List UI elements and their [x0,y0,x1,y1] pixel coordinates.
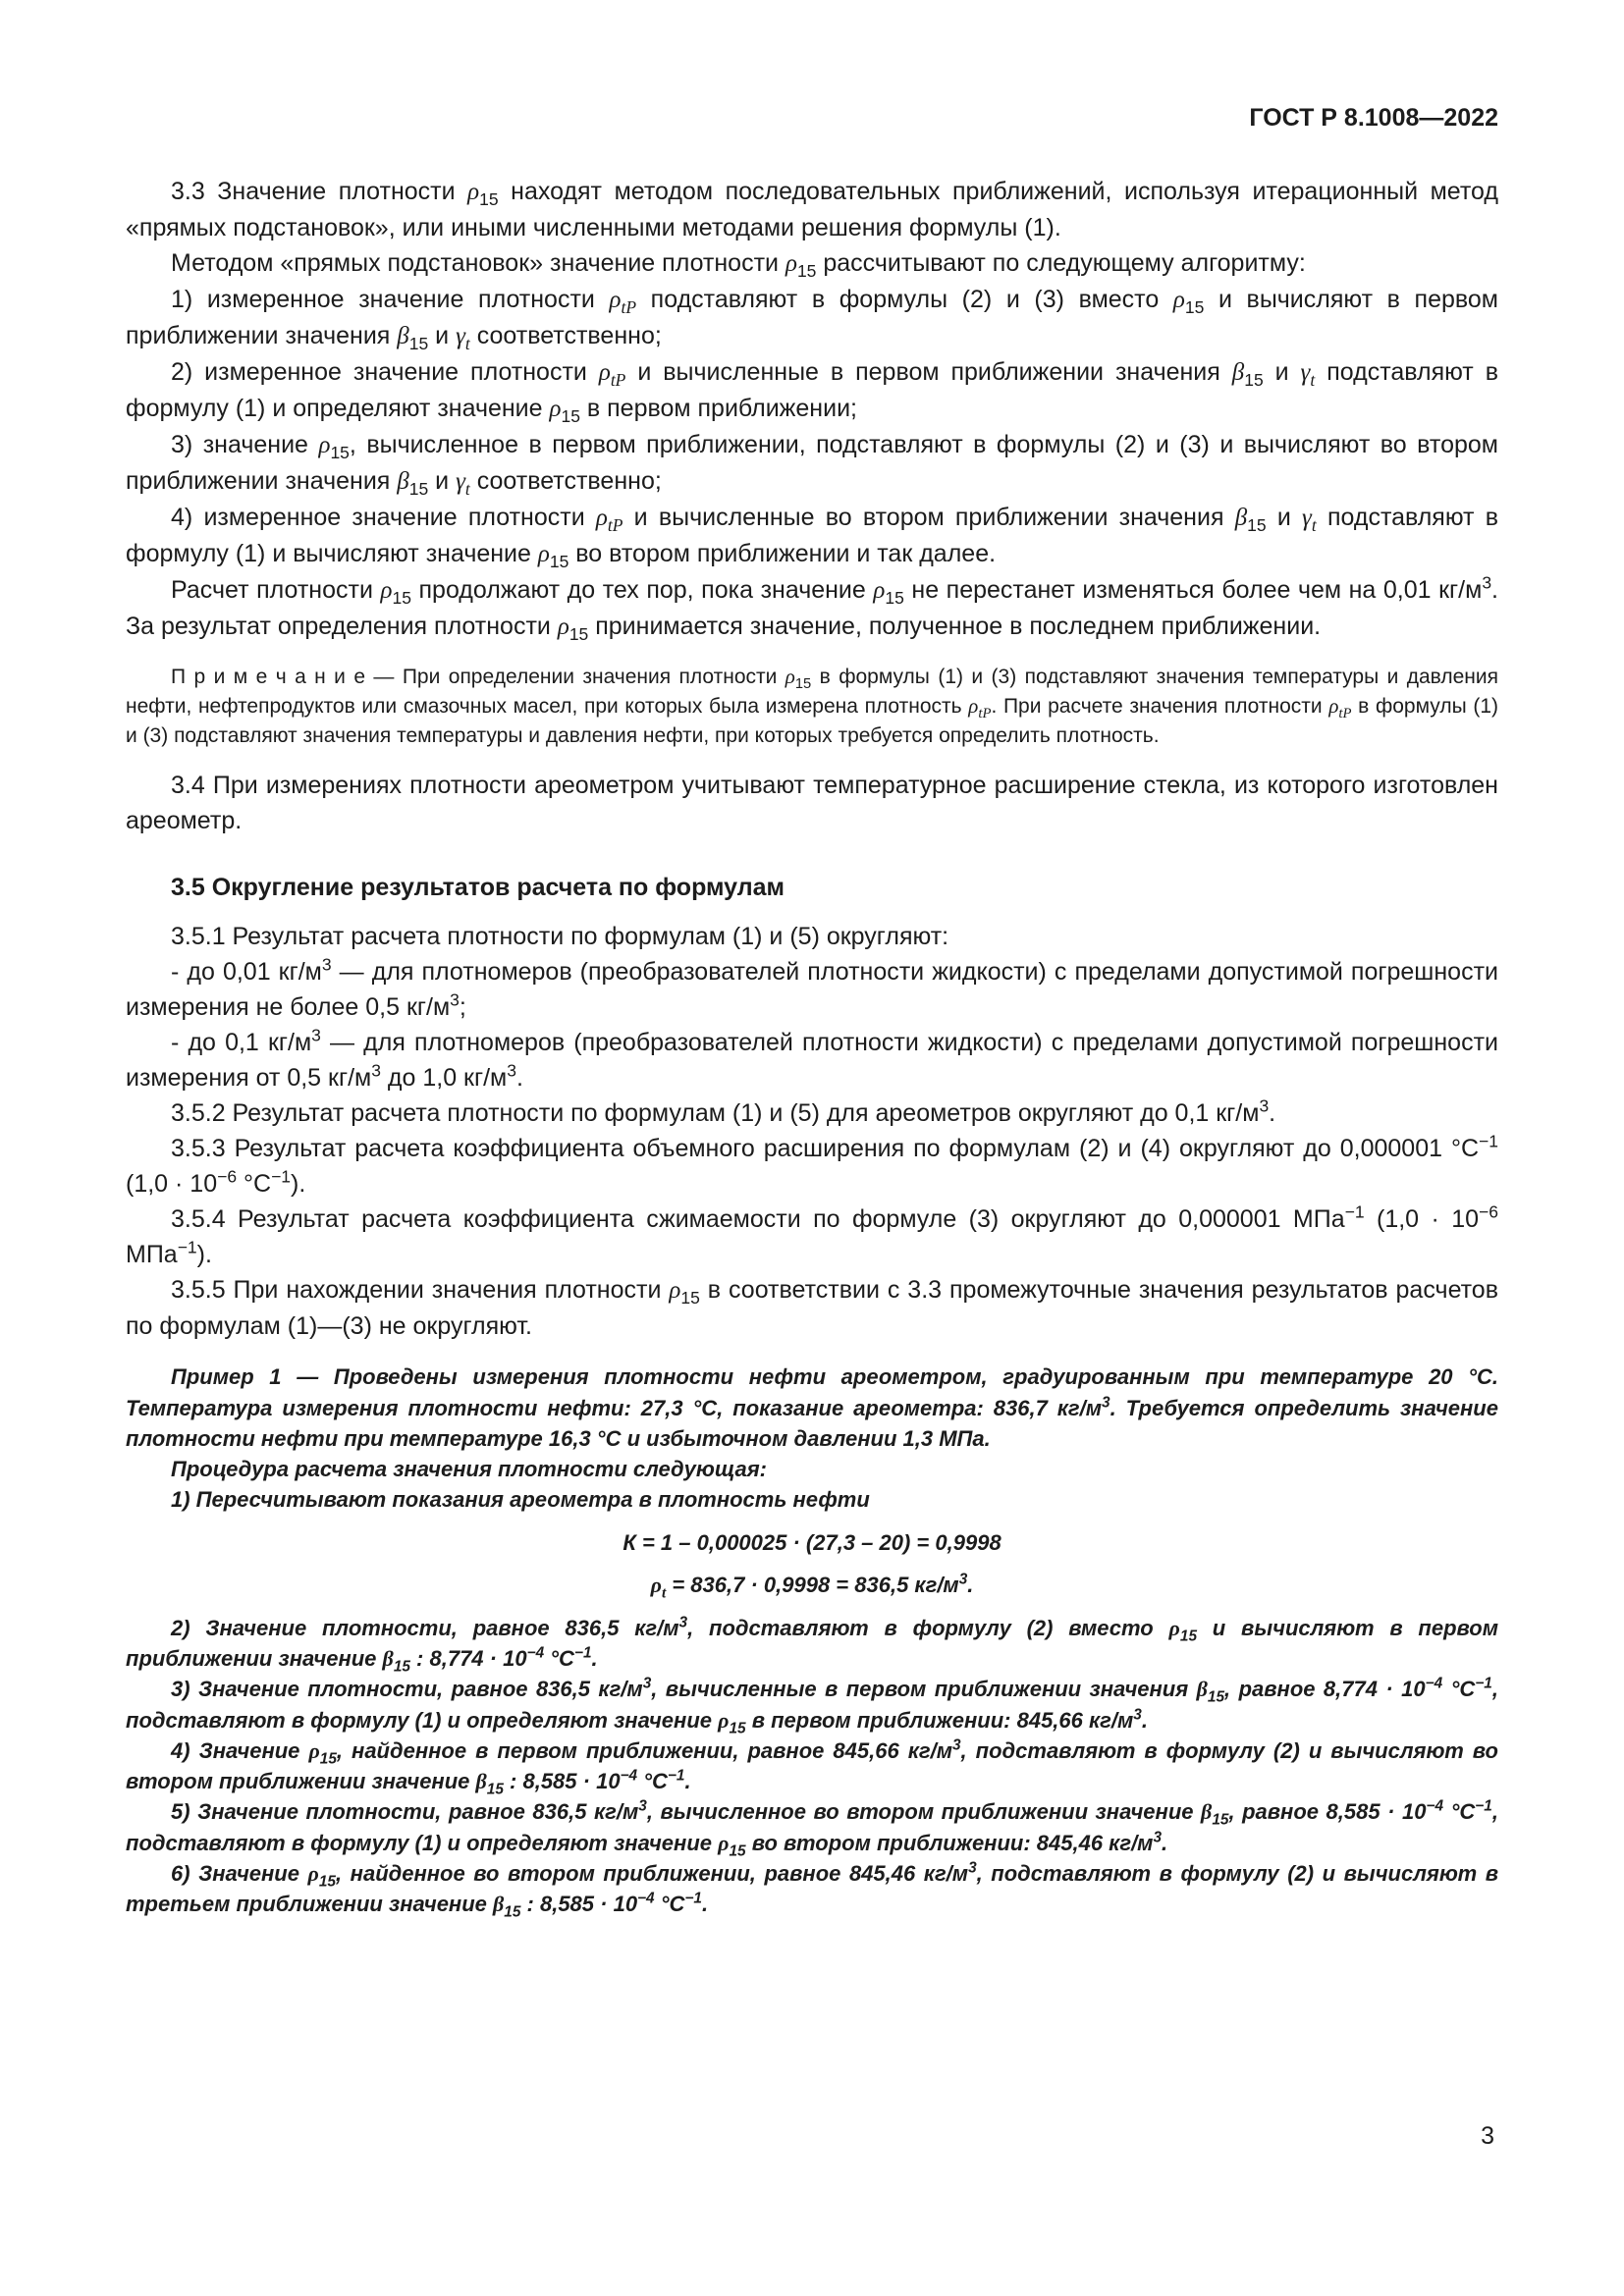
subscript: 15 [561,406,580,426]
example-paragraph: 1) Пересчитывают показания ареометра в плотность нефти [171,1487,870,1513]
subscript [1338,706,1351,721]
superscript: −4 [637,1890,655,1907]
variable-symbol: ρ [718,1830,730,1855]
subscript: 15 [392,588,411,608]
variable-symbol: ρ [380,577,393,604]
subscript: 15 [549,552,569,571]
example-paragraph: 6) Значение $\rho_{15}$, найденное во втором приближении, равное 845,46 $кг/м^3$, подставляют в формулу (2) и вычисляют в третьем приближении значение $\beta_{15}$ : $8,585 \cdot 10^{-4}$ $^\circ С^{-1}$. [126,1859,1498,1921]
variable-symbol: t [661,1584,667,1602]
superscript: −4 [620,1767,638,1785]
example-paragraph: 3) Значение плотности, равное 836,5 $кг/м^3$, вычисленные в первом приближении значения $\beta_{15}$, равное $8,774 \cdot 10^{-4}$ $^\circ С^{-1}$, подставляют в формулу (1) и определяют значение $\rho_{15}$ в первом приближении: 845,66 $кг/м^3$. [126,1676,1498,1737]
subscript: 15 [885,588,904,608]
subscript: 15 [318,1873,336,1891]
variable-symbol: tP [1338,706,1352,721]
document-content [126,174,1498,1919]
superscript: −1 [667,1767,685,1785]
subscript: 15 [504,1903,521,1921]
paragraph: 3.5.2 Результат расчета плотности по формулам (1) и (5) для ареометров округляют до 0,1 $кг/м^3$. [171,1096,1276,1128]
subscript: 15 [408,479,429,499]
subscript: 15 [479,189,499,209]
superscript: −1 [177,1238,197,1258]
variable-symbol: t [1311,515,1317,535]
superscript: −1 [684,1890,702,1907]
superscript: 3 [951,1736,961,1754]
example-paragraph: 2) Значение плотности, равное 836,5 $кг/м^3$, подставляют в формулу (2) вместо $\rho_{15}$ и вычисляют в первом приближении значение $\beta_{15}$ : $8,774 \cdot 10^{-4}$ $^\circ С^{-1}$. [126,1614,1498,1676]
variable-symbol: ρ [595,505,608,531]
superscript: 3 [678,1614,688,1631]
variable-symbol: ρ [467,179,480,205]
paragraph: - до 0,1 $кг/м^3$ — для плотномеров (преобразователей плотности жидкости) с пределами допустимой погрешности измерения от 0,5 $кг/м^3$ до 1,0 $кг/м^3$. [126,1026,1498,1093]
superscript: 3 [450,990,460,1011]
variable-symbol: t [464,479,470,499]
subscript: 15 [796,261,817,281]
variable-symbol: ρ [307,1860,319,1886]
subscript [465,479,470,499]
paragraph: 3.4 При измерениях плотности ареометром учитывают температурное расширение стекла, из которого изготовлен ареометр. [126,772,1498,835]
variable-symbol: β [382,1646,394,1672]
paragraph: 3.3 Значение плотности $\rho_{15}$ находят методом последовательных приближений, используя итерационный метод «прямых подстановок», или иными численными методами решения формулы (1). [126,178,1498,241]
superscript: 3 [1482,572,1492,593]
variable-symbol: ρ [1328,693,1339,718]
superscript: 3 [507,1061,516,1082]
example-paragraph: Пример 1 — Проведены измерения плотности нефти ареометром, градуированным при температуре 20 °С. Температура измерения плотности нефти: 27,3 °С, показание ареометра: 836,7 $кг/м^3$. Требуется определить значение плотности нефти при температуре 16,3 °С и избыточном давлении 1,3 МПа. [126,1364,1498,1451]
superscript: 3 [1153,1829,1163,1846]
section-heading: 3.5 Округление результатов расчета по формулам [171,874,785,902]
superscript: −4 [1425,1676,1443,1693]
superscript: −1 [1344,1202,1365,1223]
paragraph: 2) измеренное значение плотности $\rho_{tP}$ и вычисленные в первом приближении значения $\beta_{15}$ и $\gamma_t$ подставляют в формулу (1) и определяют значение $\rho_{15}$ в первом приближении; [126,358,1498,426]
variable-symbol: γ [1302,505,1312,531]
variable-symbol: tP [607,515,623,535]
paragraph: 3.5.4 Результат расчета коэффициента сжимаемости по формуле (3) округляют до 0,000001 МПа$^{-1}$ ($1,0 \cdot 10^{-6}$ МПа$^{-1}$). [126,1202,1498,1269]
subscript [978,706,991,721]
subscript [611,370,626,390]
subscript: 15 [1207,1688,1225,1706]
example-paragraph: 4) Значение $\rho_{15}$, найденное в первом приближении, равное 845,66 $кг/м^3$, подставляют в формулу (2) и вычисляют во втором приближении значение $\beta_{15}$ : $8,585 \cdot 10^{-4}$ $^\circ С^{-1}$. [126,1736,1498,1798]
variable-symbol: β [1234,505,1248,531]
superscript: −4 [526,1644,545,1662]
superscript: −1 [573,1644,592,1662]
variable-symbol: β [397,323,409,349]
variable-symbol: ρ [785,250,797,277]
variable-symbol: t [1310,370,1316,390]
variable-symbol: ρ [669,1277,681,1305]
superscript: 3 [968,1859,977,1877]
superscript: −1 [1475,1798,1492,1816]
subscript [465,334,470,353]
superscript: 3 [321,955,332,976]
formula: $\rho_t = 836,7 \cdot 0,9998 = 836,5$ $кг/м^3$. [650,1571,974,1602]
superscript: −6 [217,1167,238,1188]
variable-symbol: γ [456,468,465,495]
superscript: 3 [642,1676,652,1693]
superscript: 3 [1259,1096,1270,1117]
superscript: −1 [271,1167,292,1188]
paragraph: 1) измеренное значение плотности $\rho_{tP}$ подставляют в формулы (2) и (3) вместо $\rho_{15}$ и вычисляют в первом приближении значения $\beta_{15}$ и $\gamma_t$ соответственно; [126,286,1498,353]
variable-symbol: ρ [873,577,886,604]
variable-symbol: t [464,334,470,353]
superscript: 3 [1133,1706,1142,1724]
formula: К = 1 – 0,000025 · (27,3 – 20) = 0,9998 [623,1529,1001,1555]
subscript: 15 [1179,1628,1198,1645]
subscript: 15 [1212,1811,1229,1829]
subscript [662,1585,666,1602]
superscript: 3 [1102,1394,1110,1412]
variable-symbol: γ [456,323,465,349]
paragraph: 4) измеренное значение плотности $\rho_{tP}$ и вычисленные во втором приближении значения $\beta_{15}$ и $\gamma_t$ подставляют в формулу (1) и вычисляют значение $\rho_{15}$ во втором приближении и так далее. [126,504,1498,571]
subscript [1310,370,1315,390]
subscript: 15 [393,1658,410,1676]
note-paragraph: П р и м е ч а н и е — При определении значения плотности $\rho_{15}$ в формулы (1) и (3) подставляют значения температуры и давления нефти, нефтепродуктов или смазочных масел, при которых была измерена плотность $\rho_{tP}$. При расчете значения плотности $\rho_{tP}$ в формулы (1) и (3) подставляют значения температуры и давления нефти, при которых требуется определить плотность. [126,665,1499,747]
subscript [622,297,637,317]
paragraph: 3) значение $\rho_{15}$, вычисленное в первом приближении, подставляют в формулы (2) и (3) и вычисляют во втором приближении значения $\beta_{15}$ и $\gamma_t$ соответственно; [126,431,1498,499]
subscript: 15 [1184,297,1205,317]
variable-symbol: ρ [785,665,795,688]
example-paragraph: 5) Значение плотности, равное 836,5 $кг/м^3$, вычисленное во втором приближении значение $\beta_{15}$, равное $8,585 \cdot 10^{-4}$ $^\circ С^{-1}$, подставляют в формулу (1) и определяют значение $\rho_{15}$ во втором приближении: 845,46 $кг/м^3$. [126,1798,1498,1859]
subscript [1312,515,1317,535]
subscript: 15 [680,1288,700,1308]
paragraph: Методом «прямых подстановок» значение плотности $\rho_{15}$ рассчитывают по следующему алгоритму: [171,249,1306,281]
variable-symbol: ρ [598,359,611,386]
paragraph: - до 0,01 $кг/м^3$ — для плотномеров (преобразователей плотности жидкости) с пределами допустимой погрешности измерения не более 0,5 $кг/м^3$; [126,955,1498,1022]
variable-symbol: ρ [537,541,550,567]
variable-symbol: β [1231,359,1245,386]
variable-symbol: γ [1300,359,1311,386]
variable-symbol: β [1201,1799,1213,1825]
variable-symbol: β [1196,1677,1208,1702]
subscript [608,515,623,535]
variable-symbol: ρ [318,432,331,458]
paragraph: Расчет плотности $\rho_{15}$ продолжают до тех пор, пока значение $\rho_{15}$ не перестанет изменяться более чем на 0,01 $кг/м^3$. За результат определения плотности $\rho_{15}$ принимается значение, полученное в последнем приближении. [126,572,1498,644]
superscript: −1 [1475,1676,1492,1693]
superscript: 3 [638,1798,647,1816]
subscript: 15 [330,443,350,462]
subscript: 15 [568,624,589,644]
variable-symbol: ρ [557,614,569,640]
variable-symbol: ρ [968,693,979,718]
page-number: 3 [1481,2122,1494,2150]
variable-symbol: ρ [1172,287,1185,313]
variable-symbol: ρ [549,396,562,422]
document-header: ГОСТ Р 8.1008—2022 [1249,104,1498,132]
variable-symbol: ρ [609,287,622,313]
variable-symbol: tP [610,370,626,390]
subscript: 15 [408,334,429,353]
superscript: 3 [311,1026,321,1046]
variable-symbol: tP [978,706,992,721]
variable-symbol: β [397,468,409,495]
variable-symbol: β [475,1769,487,1794]
variable-symbol: ρ [650,1573,662,1598]
paragraph: 3.5.5 При нахождении значения плотности $\rho_{15}$ в соответствии с 3.3 промежуточные значения результатов расчетов по формулам (1)—(3) не округляют. [126,1276,1498,1341]
subscript: 15 [1247,515,1267,535]
subscript: 15 [729,1720,746,1737]
superscript: −6 [1479,1202,1498,1223]
variable-symbol: ρ [718,1707,730,1733]
subscript: 15 [729,1842,746,1859]
variable-symbol: β [493,1892,505,1917]
variable-symbol: ρ [308,1737,320,1763]
superscript: −1 [1479,1132,1498,1152]
superscript: −4 [1426,1798,1444,1816]
subscript: 15 [794,676,812,693]
superscript: 3 [371,1061,381,1082]
paragraph: 3.5.1 Результат расчета плотности по формулам (1) и (5) округляют: [171,923,949,951]
subscript: 15 [486,1781,504,1798]
subscript: 15 [1244,370,1264,390]
variable-symbol: tP [621,297,637,317]
paragraph: 3.5.3 Результат расчета коэффициента объемного расширения по формулам (2) и (4) округляют до 0,000001 $^\circ С^{-1}$ ($1,0 \cdot 10^{-6}$ $^\circ С^{-1}$). [126,1132,1498,1199]
variable-symbol: ρ [1168,1615,1180,1640]
superscript: 3 [958,1571,968,1588]
example-paragraph: Процедура расчета значения плотности следующая: [171,1457,767,1482]
subscript: 15 [319,1750,337,1768]
